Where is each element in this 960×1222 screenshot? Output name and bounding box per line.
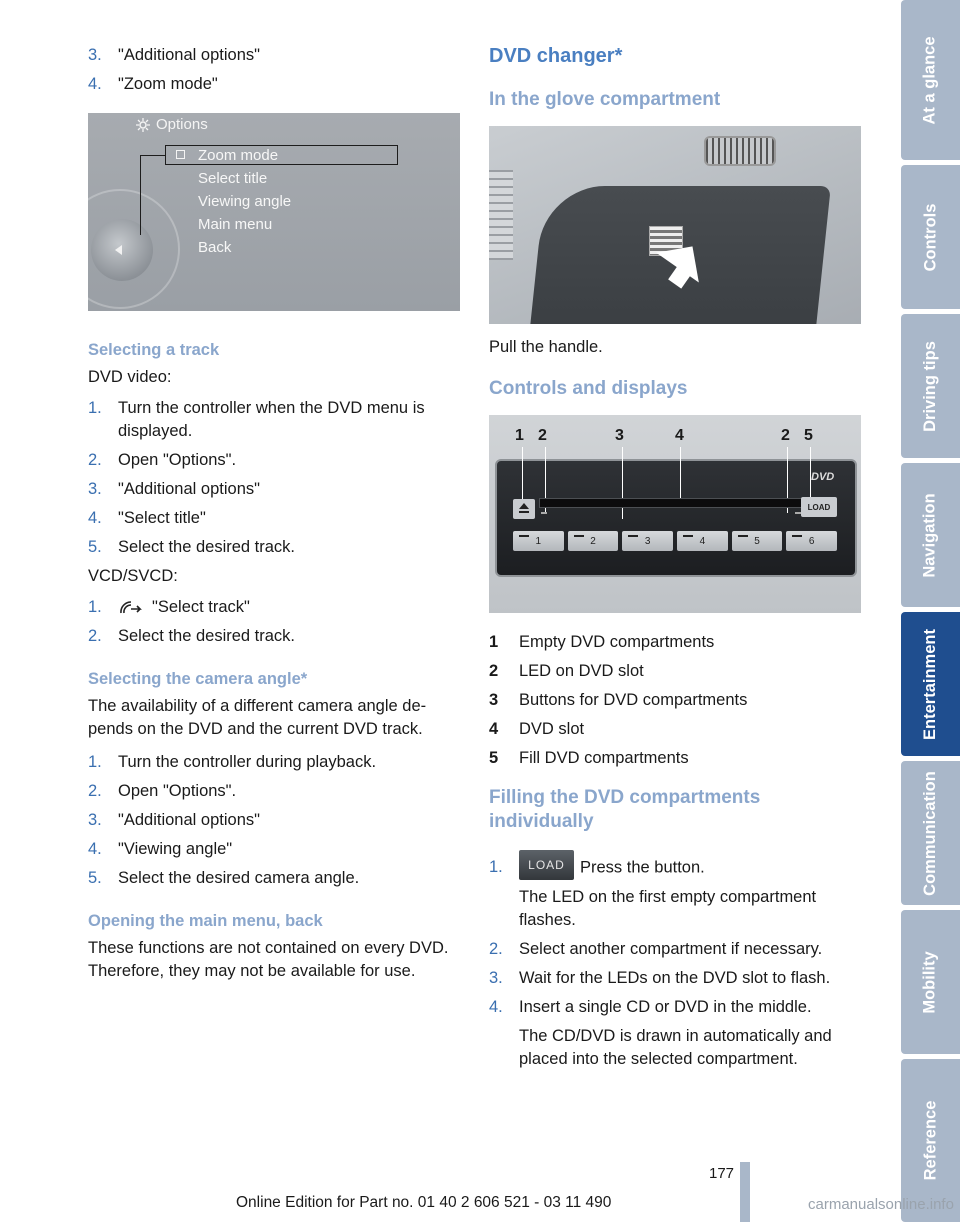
list-item: 3. Wait for the LEDs on the DVD slot to flash.: [489, 969, 831, 987]
list-item: 1. Turn the controller when the DVD menu is displayed.: [88, 399, 425, 440]
top-step-list: [88, 44, 460, 96]
left-column: [88, 44, 460, 991]
dvd-steps: [88, 397, 460, 559]
left-arrow-icon: [115, 245, 122, 255]
menu-item-viewing-angle: Viewing angle: [198, 193, 292, 210]
tab-driving-tips[interactable]: Driving tips: [901, 314, 960, 458]
list-item: 5. Select the desired track.: [88, 538, 296, 556]
tab-reference[interactable]: Reference: [901, 1059, 960, 1222]
footer-edition-text: Online Edition for Part no. 01 40 2 606 521 - 03 11 490: [236, 1194, 612, 1211]
compartment-button-5: 5: [732, 531, 783, 551]
callout-2b: 2: [781, 427, 790, 444]
main-menu-paragraph: These functions are not contained on every DVD. Therefore, they may not be available for use.: [88, 939, 449, 980]
page-number: 177: [709, 1165, 735, 1182]
list-item: 1. LOAD Press the button. The LED on the first empty compartment flashes.: [489, 856, 861, 932]
list-item: 2. Select another compartment if necessary.: [489, 940, 823, 958]
tab-communication[interactable]: Communication: [901, 761, 960, 905]
tab-navigation[interactable]: Navigation: [901, 463, 960, 607]
camera-angle-paragraph: The availability of a different camera angle de-pends on the DVD and the current DVD track.: [88, 697, 427, 738]
list-item: 3. "Additional options": [88, 46, 260, 64]
page-title: DVD changer*: [489, 45, 623, 67]
legend-item: 2 LED on DVD slot: [489, 662, 644, 680]
list-item: 2. Open "Options".: [88, 451, 237, 469]
menu-item-zoom-mode: Zoom mode: [198, 147, 279, 164]
gear-icon: [136, 118, 150, 132]
heading-main-menu-back: Opening the main menu, back: [88, 912, 323, 930]
heading-glove-compartment: In the glove compartment: [489, 89, 721, 110]
menu-item-select-title: Select title: [198, 170, 268, 187]
tab-controls[interactable]: Controls: [901, 165, 960, 309]
controller-dial-icon: [118, 599, 144, 617]
menu-item-main-menu: Main menu: [198, 216, 273, 233]
compartment-button-4: 4: [677, 531, 728, 551]
heading-filling-compartments: Filling the DVD compartments individually: [489, 787, 761, 832]
load-button: LOAD: [801, 497, 837, 517]
list-item: 3. "Additional options": [88, 480, 260, 498]
dvd-changer-image: [489, 415, 861, 613]
compartment-button-2: 2: [568, 531, 619, 551]
list-item: 5. Select the desired camera angle.: [88, 869, 360, 887]
compartment-button-1: 1: [513, 531, 564, 551]
fill-steps: [489, 856, 861, 1071]
watermark: carmanualsonline.info: [808, 1196, 954, 1213]
list-item: 4. "Zoom mode": [88, 75, 218, 93]
dvd-video-label: DVD video:: [88, 368, 172, 386]
list-item: 4. "Viewing angle": [88, 840, 233, 858]
callout-1: 1: [515, 427, 524, 444]
camera-steps: [88, 751, 460, 890]
list-item: 1. Turn the controller during playback.: [88, 753, 377, 771]
vcd-steps: [88, 596, 460, 648]
heading-controls-displays: Controls and displays: [489, 378, 688, 399]
compartment-button-3: 3: [622, 531, 673, 551]
page-marker-bar: [740, 1162, 750, 1222]
heading-selecting-track: Selecting a track: [88, 341, 220, 359]
dvd-changer-unit: [495, 459, 857, 577]
options-menu-screenshot: [88, 113, 460, 311]
chapter-tabs: [901, 0, 960, 1222]
glove-compartment-image: [489, 126, 861, 324]
tab-mobility[interactable]: Mobility: [901, 910, 960, 1054]
checkbox-icon: [176, 150, 185, 159]
list-item: 4. Insert a single CD or DVD in the middle. The CD/DVD is drawn in automatically and placed into the selected compartment.: [489, 998, 832, 1068]
callout-3: 3: [615, 427, 624, 444]
legend-item: 3 Buttons for DVD compartments: [489, 691, 748, 709]
tab-entertainment[interactable]: Entertainment: [901, 612, 960, 756]
compartment-buttons: [513, 531, 837, 551]
options-title: Options: [136, 116, 208, 133]
list-item: 1. "Select track": [88, 598, 250, 616]
legend-list: [489, 631, 861, 770]
legend-item: 5 Fill DVD compartments: [489, 749, 689, 767]
list-item: 4. "Select title": [88, 509, 206, 527]
vcd-label: VCD/SVCD:: [88, 567, 178, 585]
dvd-logo: DVD: [811, 471, 835, 483]
dvd-slot: [539, 498, 809, 508]
callout-2: 2: [538, 427, 547, 444]
compartment-button-6: 6: [786, 531, 837, 551]
callout-5: 5: [804, 427, 813, 444]
eject-icon: [513, 499, 535, 519]
list-item: 2. Select the desired track.: [88, 627, 296, 645]
callout-4: 4: [675, 427, 684, 444]
list-item: 3. "Additional options": [88, 811, 260, 829]
legend-item: 1 Empty DVD compartments: [489, 633, 715, 651]
tab-at-a-glance[interactable]: At a glance: [901, 0, 960, 160]
list-item: 2. Open "Options".: [88, 782, 237, 800]
legend-item: 4 DVD slot: [489, 720, 585, 738]
load-button-icon: LOAD: [519, 850, 574, 880]
right-column: [489, 44, 861, 1077]
air-vent: [704, 136, 776, 166]
heading-camera-angle: Selecting the camera angle*: [88, 670, 308, 688]
glove-caption: Pull the handle.: [489, 338, 603, 356]
menu-item-back: Back: [198, 239, 232, 256]
